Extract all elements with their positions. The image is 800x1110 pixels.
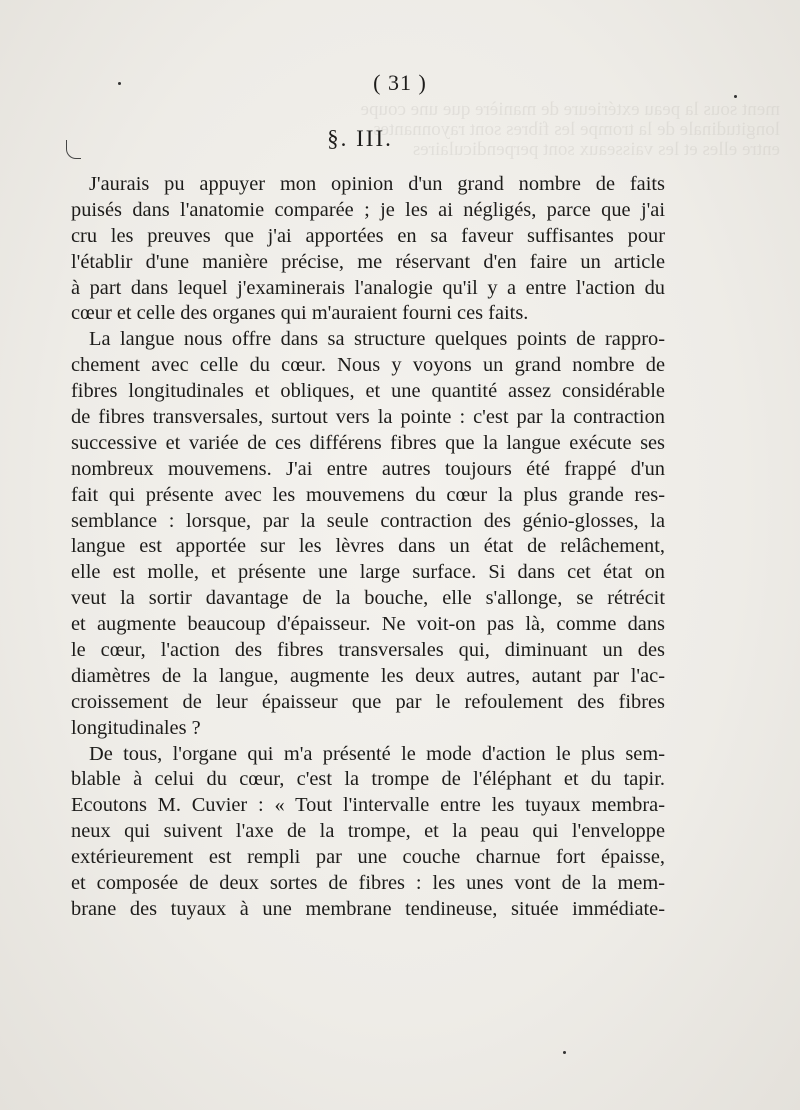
text-line: nombreux mouvemens. J'ai entre autres toujours été frappé d'un — [71, 457, 665, 480]
bleed-through-text: ment sous la peau extérieure de manière que une coupe longitudinale de la trompe les fibres sont rayonnantes entre elles et les vaisseaux sont perpendiculaires — [360, 100, 780, 160]
text-line: fait qui présente avec les mouvemens du cœur la plus grande res- — [71, 483, 665, 506]
text-line: semblance : lorsque, par la seule contraction des génio-glosses, la — [71, 509, 665, 532]
text-line: longitudinales ? — [71, 716, 201, 739]
text-line: à part dans lequel j'examinerais l'analogie qu'il y a entre l'action du — [71, 276, 665, 299]
text-line: cœur et celle des organes qui m'auraient fourni ces faits. — [71, 302, 529, 325]
text-line: J'aurais pu appuyer mon opinion d'un grand nombre de faits — [89, 173, 665, 195]
text-line: blable à celui du cœur, c'est la trompe de l'éléphant et du tapir. — [71, 768, 665, 791]
text-line: l'établir d'une manière précise, me réservant d'en faire un article — [71, 250, 665, 273]
text-line: de fibres transversales, surtout vers la pointe : c'est par la contraction — [71, 406, 665, 429]
text-line: extérieurement est rempli par une couche charnue fort épaisse, — [71, 846, 665, 869]
text-line: Ecoutons M. Cuvier : « Tout l'intervalle entre les tuyaux membra- — [71, 794, 665, 817]
text-line: croissement de leur épaisseur que par le refoulement des fibres — [71, 690, 665, 713]
text-line: successive et variée de ces différens fibres que la langue exécute ses — [71, 431, 665, 454]
section-heading: §. III. — [327, 126, 393, 151]
text-line: et composée de deux sortes de fibres : les unes vont de la mem- — [71, 872, 665, 895]
text-line: elle est molle, et présente une large surface. Si dans cet état on — [71, 561, 665, 584]
text-line: veut la sortir davantage de la bouche, elle s'allonge, se rétrécit — [71, 587, 665, 610]
text-line: cru les preuves que j'ai apportées en sa faveur suffisantes pour — [71, 224, 665, 247]
text-line: le cœur, l'action des fibres transversales qui, diminuant un des — [71, 639, 665, 662]
text-line: puisés dans l'anatomie comparée ; je les ai négligés, parce que j'ai — [71, 198, 665, 221]
text-line: brane des tuyaux à une membrane tendineuse, située immédiate- — [71, 897, 665, 920]
text-line: neux qui suivent l'axe de la trompe, et la peau qui l'enveloppe — [71, 820, 665, 843]
ink-speck — [563, 1051, 566, 1054]
text-line: diamètres de la langue, augmente les deux autres, autant par l'ac- — [71, 664, 665, 687]
body-text — [71, 172, 665, 923]
text-line: La langue nous offre dans sa structure quelques points de rappro- — [89, 328, 665, 351]
text-line: et augmente beaucoup d'épaisseur. Ne voit-on pas là, comme dans — [71, 613, 665, 636]
text-line: langue est apportée sur les lèvres dans un état de relâchement, — [71, 535, 665, 558]
text-line: De tous, l'organe qui m'a présenté le mode d'action le plus sem- — [89, 742, 665, 765]
text-line: chement avec celle du cœur. Nous y voyons un grand nombre de — [71, 354, 665, 377]
page-number: ( 31 ) — [373, 70, 427, 95]
text-line: fibres longitudinales et obliques, et une quantité assez considérable — [71, 380, 665, 403]
